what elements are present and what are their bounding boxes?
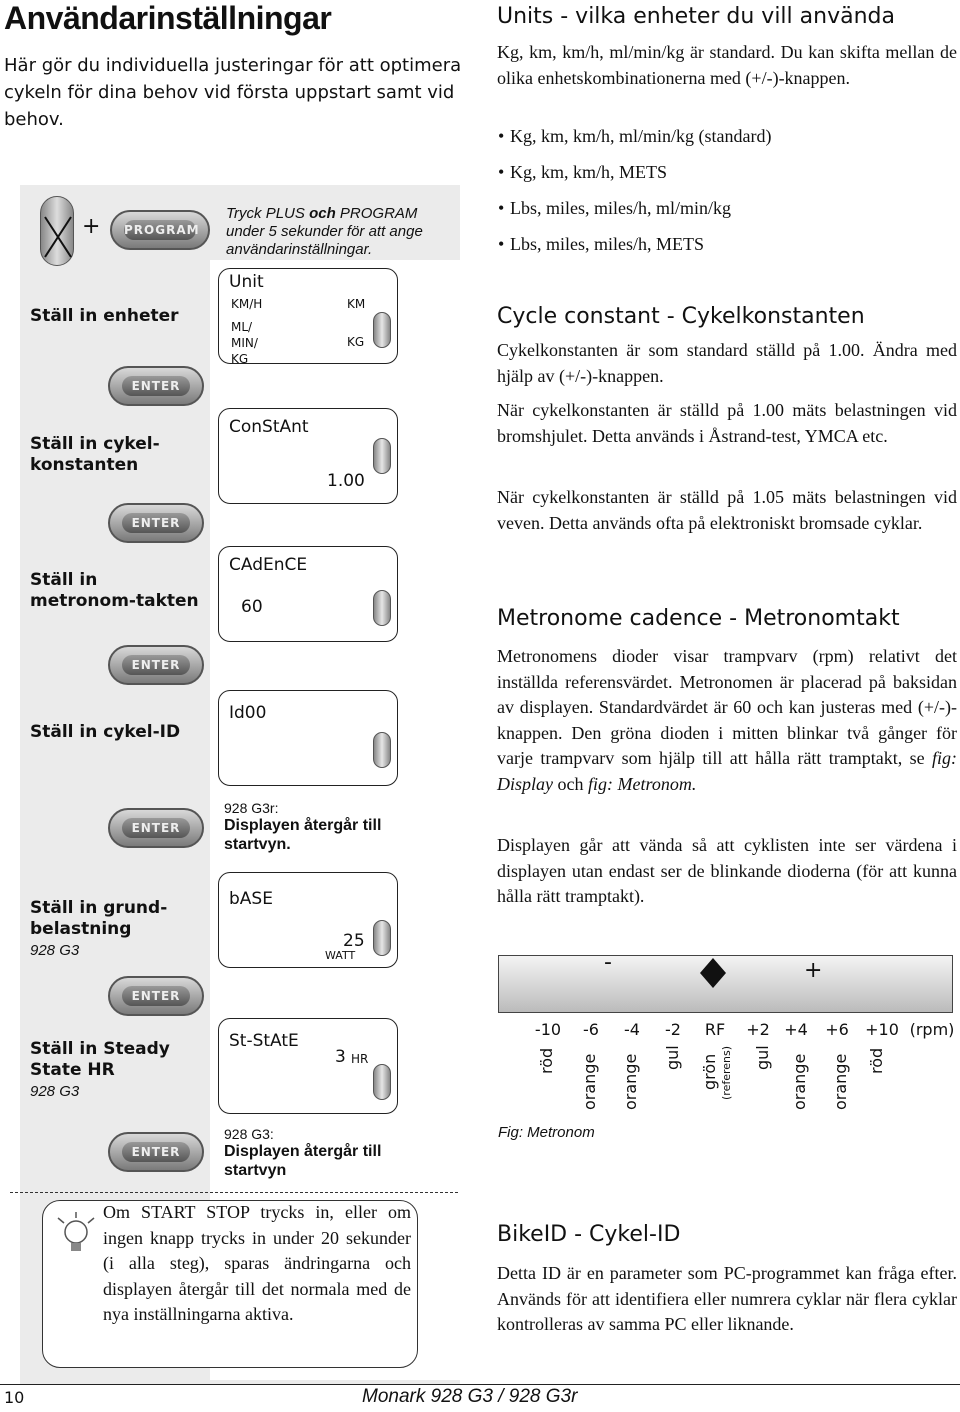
metro-color: orange [621, 1053, 640, 1110]
plus-minus-icon [373, 732, 391, 768]
lcd-mlmin: ML/ MIN/ KG [231, 320, 258, 366]
lcd-steady [218, 1018, 398, 1114]
page-number: 10 [4, 1388, 25, 1407]
enter-button: ENTER [108, 808, 204, 848]
plus-minus-icon [373, 438, 391, 474]
page-title: Användarinställningar [4, 0, 332, 36]
units-list-item: • Lbs, miles, miles/h, METS [510, 234, 704, 255]
step-constant-label: Ställ in cykel-konstanten [30, 434, 160, 475]
metro-value: +6 [825, 1020, 849, 1039]
metro-heading: Metronome cadence - Metronomtakt [497, 606, 900, 631]
cycle-p3: När cykelkonstanten är ställd på 1.05 mäts belastningen vid veven. Detta används ofta på elektroniskt bromsade cyklar. [497, 487, 957, 533]
tip-text: Om START STOP trycks in, eller om ingen knapp trycks in under 20 sekunder (i alla steg), sparas ändringarna och displayen återgår till det normala med de nya inställningarna aktiva. [103, 1202, 411, 1324]
metro-color: orange [790, 1053, 809, 1110]
lcd-kg: KG [347, 335, 365, 349]
step-base-label: Ställ in grund-belastning 928 G3 [30, 898, 168, 959]
cycle-p2: När cykelkonstanten är ställd på 1.00 mäts belastningen vid bromshjulet. Detta används i Åstrand-test, YMCA etc. [497, 400, 957, 446]
metro-color: orange [580, 1053, 599, 1110]
units-list-item: • Kg, km, km/h, METS [510, 162, 667, 183]
footer-model: Monark 928 G3 / 928 G3r [362, 1386, 578, 1407]
units-list-item: • Kg, km, km/h, ml/min/kg (standard) [510, 126, 771, 147]
lcd-units-header: Unit [229, 272, 264, 292]
metro-value: +10 [865, 1020, 899, 1039]
metro-value: RF [704, 1020, 726, 1039]
metro-color: röd [537, 1047, 556, 1074]
bike-heading: BikeID - Cykel-ID [497, 1222, 681, 1247]
enter-button: ENTER [108, 976, 204, 1016]
step-steady-label: Ställ in Steady State HR 928 G3 [30, 1039, 170, 1100]
metro-value: -10 [534, 1020, 562, 1039]
plus-symbol: + [804, 958, 823, 983]
lcd-cadence-header: CAdEnCE [229, 555, 308, 575]
lcd-cadence-value: 60 [241, 597, 263, 617]
diamond-icon [700, 958, 726, 993]
lcd-id [218, 690, 398, 786]
lcd-id-header: Id00 [229, 703, 267, 723]
metro-value: -4 [624, 1020, 640, 1039]
minus-symbol: - [604, 950, 612, 975]
plus-minus-icon [373, 312, 391, 348]
metro-p1: Metronomens dioder visar trampvarv (rpm) relativt det inställda referensvärdet. Metronomen är placerad på baksidan av displayen. Standardvärdet är 60 och kan justeras med (+/-)-knappen. Den gröna dioden i mitten blinkar två gånger för varje trampvarv som hjälp till att hålla rätt tramptakt, se fig: Display och fig: Metronom. [497, 646, 958, 794]
program-instruction: Tryck PLUS och PROGRAM under 5 sekunder för att ange användarinställningar. [226, 205, 423, 258]
metro-value: +2 [746, 1020, 770, 1039]
enter-button: ENTER [108, 366, 204, 406]
lcd-base-unit: WATT [325, 949, 356, 962]
lcd-base [218, 872, 398, 968]
step-units-label: Ställ in enheter [30, 306, 179, 326]
metro-ref: (referens) [720, 1045, 733, 1100]
intro-text: Här gör du individuella justeringar för att optimera cykeln för dina behov vid första uppstart samt vid behov. [4, 55, 462, 130]
metro-color: grön [700, 1053, 719, 1090]
units-heading: Units - vilka enheter du vill använda [497, 4, 895, 29]
metro-color: gul [663, 1045, 682, 1070]
note-g3r: 928 G3r: Displayen återgår till startvyn. [224, 800, 382, 853]
lightbulb-icon [52, 1210, 96, 1265]
lcd-steady-header: St-StAtE [229, 1031, 299, 1051]
plus-symbol: + [82, 214, 101, 239]
plus-minus-icon [373, 920, 391, 956]
lcd-base-header: bASE [229, 889, 273, 909]
enter-button: ENTER [108, 1132, 204, 1172]
program-button-label: PROGRAM [124, 220, 196, 240]
footer-line [0, 1384, 960, 1385]
units-list-item: • Lbs, miles, miles/h, ml/min/kg [510, 198, 731, 219]
lcd-cadence [218, 546, 398, 642]
lcd-constant [218, 408, 398, 504]
step-cadence-label: Ställ in metronom-takten [30, 570, 199, 611]
metro-rpm: (rpm) [909, 1020, 955, 1039]
lcd-units [218, 268, 398, 364]
dashed-separator [10, 1192, 458, 1193]
lcd-constant-header: ConStAnt [229, 417, 309, 437]
program-button [110, 210, 210, 250]
lcd-constant-value: 1.00 [327, 471, 365, 491]
lcd-kmh: KM/H [231, 297, 263, 311]
lcd-km: KM [347, 297, 366, 311]
step-id-label: Ställ in cykel-ID [30, 722, 181, 742]
enter-button: ENTER [108, 645, 204, 685]
cycle-heading: Cycle constant - Cykelkonstanten [497, 304, 865, 329]
plus-minus-button-crossed [40, 196, 74, 266]
metro-color: röd [867, 1047, 886, 1074]
enter-button: ENTER [108, 503, 204, 543]
plus-minus-icon [373, 1064, 391, 1100]
units-text: Kg, km, km/h, ml/min/kg är standard. Du kan skifta mellan de olika enhetskombinationerna med (+/-)-knappen. [497, 42, 957, 88]
fig-caption: Fig: Metronom [498, 1124, 595, 1141]
metro-color: gul [753, 1045, 772, 1070]
metro-color: orange [831, 1053, 850, 1110]
plus-minus-icon [373, 590, 391, 626]
metro-value: -6 [583, 1020, 599, 1039]
metro-value: +4 [784, 1020, 808, 1039]
metro-value: -2 [665, 1020, 681, 1039]
note-g3: 928 G3: Displayen återgår till startvyn [224, 1126, 382, 1179]
lcd-steady-value: 3 [335, 1047, 346, 1067]
lcd-steady-unit: HR [351, 1052, 369, 1066]
bike-text: Detta ID är en parameter som PC-programmet kan fråga efter. Används för att identifiera eller numrera cyklar när flera cyklar kontrolleras av samma PC eller liknande. [497, 1263, 957, 1334]
lcd-base-value: 25 [343, 931, 365, 951]
cycle-p1: Cykelkonstanten är som standard ställd på 1.00. Ändra med hjälp av (+/-)-knappen. [497, 340, 957, 386]
metro-p2: Displayen går att vända så att cyklisten inte ser värdena i displayen utan endast ser de blinkande dioderna (för att kunna hålla rätt tramptakt). [497, 835, 957, 906]
